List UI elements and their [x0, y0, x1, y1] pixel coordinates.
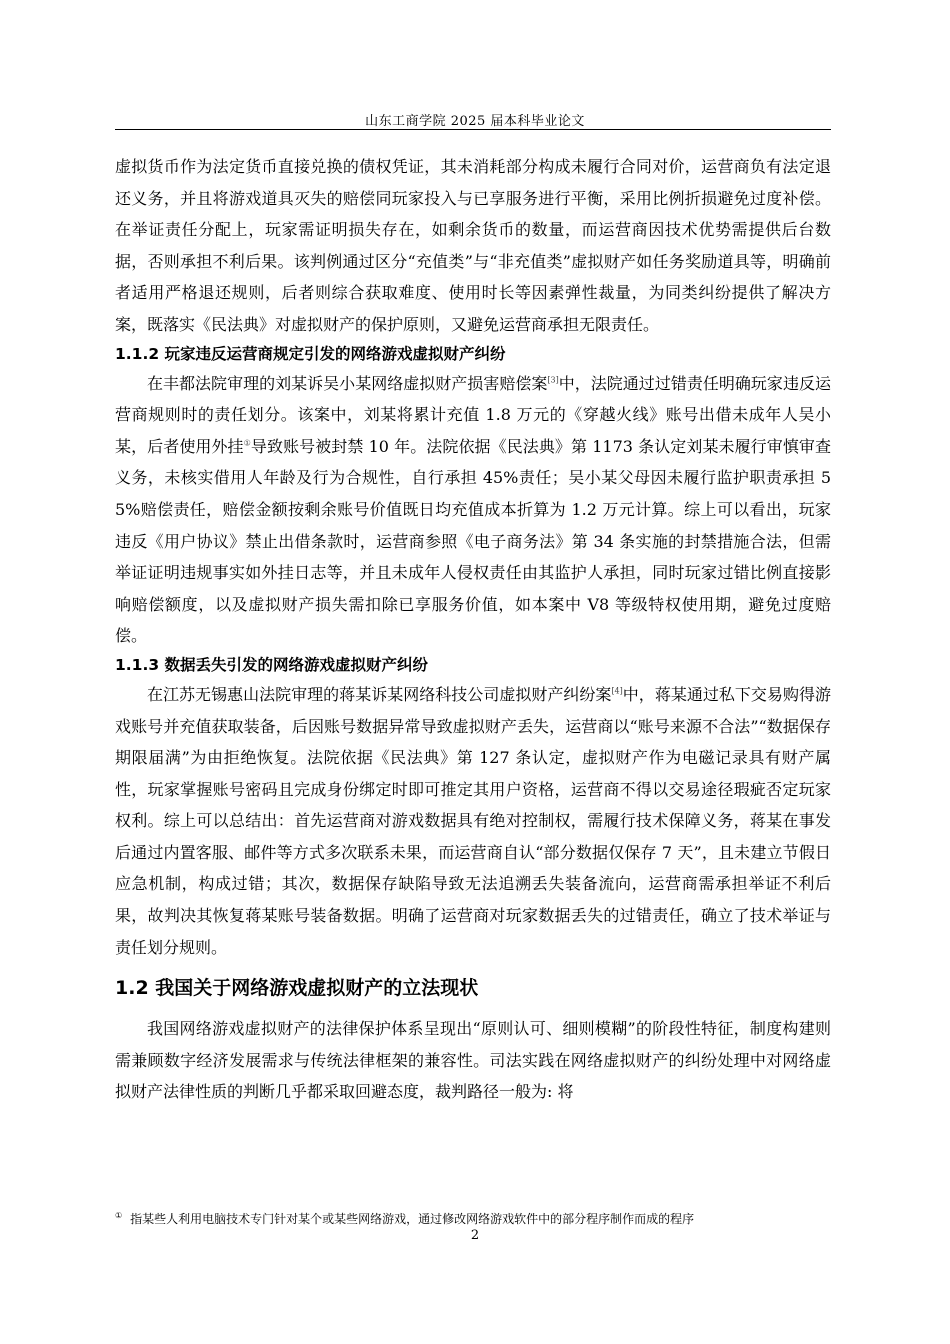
paragraph-case-fengdu	[115, 368, 831, 652]
paragraph-continued: 虚拟货币作为法定货币直接兑换的债权凭证，其未消耗部分构成未履行合同对价，运营商负有法定退还义务，并且将游戏道具灭失的赔偿同玩家投入与已享服务进行平衡，采用比例折损避免过度补偿。在举证责任分配上，玩家需证明损失存在，如剩余货币的数量，而运营商因技术优势需提供后台数据，否则承担不利后果。该判例通过区分“充值类”与“非充值类”虚拟财产如任务奖励道具等，明确前者适用严格退还规则，后者则综合获取难度、使用时长等因素弹性裁量，为同类纠纷提供了解决方案，既落实《民法典》对虚拟财产的保护原则，又避免运营商承担无限责任。	[115, 157, 831, 334]
section-heading-1-1-2: 1.1.2 玩家违反运营商规定引发的网络游戏虚拟财产纠纷	[115, 344, 506, 363]
citation-ref[interactable]: [4]	[611, 686, 623, 696]
citation-ref[interactable]: [3]	[547, 375, 559, 385]
paragraph-legislation: 我国网络游戏虚拟财产的法律保护体系呈现出“原则认可、细则模糊”的阶段性特征，制度构建则需兼顾数字经济发展需求与传统法律框架的兼容性。司法实践在网络虚拟财产的纠纷处理中对网络虚拟财产法律性质的判断几乎都采取回避态度，裁判路径一般为: 将	[115, 1019, 831, 1102]
footnote-mark: ①	[115, 1211, 123, 1220]
paragraph-text: 中，蒋某通过私下交易购得游戏账号并充值获取装备，后因账号数据异常导致虚拟财产丢失，运营商以“账号来源不合法”“数据保存期限届满”为由拒绝恢复。法院依据《民法典》第 127 条认定，虚拟财产作为电磁记录具有财产属性，玩家掌握账号密码且完成身份绑定时即可推定其用户资格，运营商不得以交易途径瑕疵否定玩家权利。综上可以总结出：首先运营商对游戏数据具有绝对控制权，需履行技术保障义务，蒋某在事发后通过内置客服、邮件等方式多次联系未果，而运营商自认“部分数据仅保存 7 天”，且未建立节假日应急机制，构成过错；其次，数据保存缺陷导致无法追溯丢失装备流向，运营商需承担举证不利后果，故判决其恢复蒋某账号装备数据。明确了运营商对玩家数据丢失的过错责任，确立了技术举证与责任划分规则。	[115, 684, 831, 957]
footnote-text: 指某些人利用电脑技术专门针对某个或某些网络游戏，通过修改网络游戏软件中的部分程序制作而成的程序	[130, 1212, 695, 1226]
main-text	[115, 151, 831, 1108]
page-number: 2	[470, 1228, 480, 1243]
header-rule	[115, 129, 831, 130]
section-heading-1-2: 1.2 我国关于网络游戏虚拟财产的立法现状	[115, 977, 479, 1000]
section-heading-1-1-3: 1.1.3 数据丢失引发的网络游戏虚拟财产纠纷	[115, 655, 429, 674]
paragraph-text: 导致账号被封禁 10 年。法院依据《民法典》第 1173 条认定刘某未履行审慎审查义务，未核实借用人年龄及行为合规性，自行承担 45%责任；吴小某父母因未履行监护职责承担 55%赔偿责任，赔偿金额按剩余账号价值既日均充值成本折算为 1.2 万元计算。综上可以看出，玩家违反《用户协议》禁止出借条款时，运营商参照《电子商务法》第 34 条实施的封禁措施合法，但需举证证明违规事实如外挂日志等，并且未成年人侵权责任由其监护人承担，同时玩家过错比例直接影响赔偿额度，以及虚拟财产损失需扣除已享服务价值，如本案中 V8 等级特权使用期，避免过度赔偿。	[115, 436, 831, 646]
footnote-ref[interactable]: ①	[243, 438, 251, 448]
paragraph-case-huishan	[115, 679, 831, 963]
paragraph-text: 中，法院通过过错责任明确玩家违反运营商规则时的责任划分。该案中，刘某将累计充值 1.8 万元的《穿越火线》账号出借未成年人吴小某，后者使用外挂	[115, 373, 831, 456]
paragraph-text: 在江苏无锡惠山法院审理的蒋某诉某网络科技公司虚拟财产纠纷案	[147, 684, 612, 704]
running-header: 山东工商学院 2025 届本科毕业论文	[365, 114, 585, 129]
paragraph-text: 在丰都法院审理的刘某诉吴小某网络虚拟财产损害赔偿案	[147, 373, 548, 393]
footnote	[115, 1210, 831, 1228]
